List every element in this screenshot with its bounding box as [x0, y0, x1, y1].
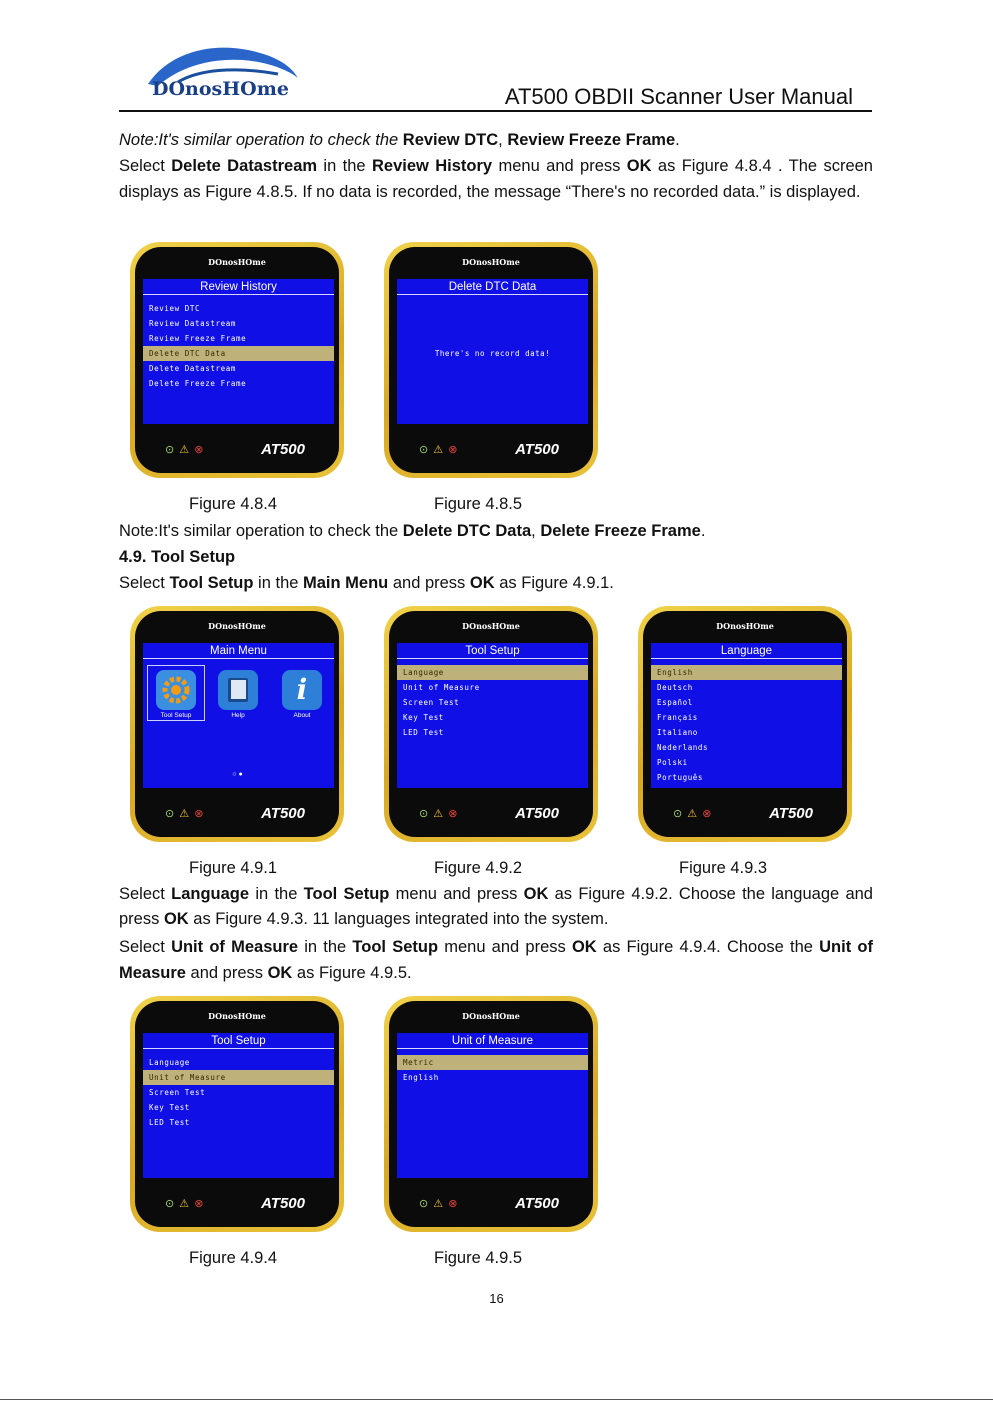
device-figure-4-8-4 — [130, 242, 344, 478]
check-circle-icon: ⊙ — [165, 444, 176, 456]
device-brand: DOnosHOme — [716, 621, 774, 631]
screen-title: Language — [651, 644, 842, 659]
menu-item[interactable]: Delete Freeze Frame — [149, 379, 247, 388]
device-model: AT500 — [261, 441, 305, 458]
menu-item[interactable]: LED Test — [149, 1118, 190, 1127]
screen-title: Delete DTC Data — [397, 280, 588, 295]
menu-item-selected[interactable]: Metric — [397, 1055, 588, 1070]
figure-caption: Figure 4.9.3 — [679, 859, 768, 877]
menu-item[interactable]: Nederlands — [657, 743, 709, 752]
menu-item[interactable]: Polski — [657, 758, 688, 767]
menu-item[interactable]: Unit of Measure — [403, 683, 480, 692]
status-icons — [419, 443, 458, 456]
check-circle-icon: ⊙ — [165, 808, 176, 820]
device-figure-4-9-3 — [638, 606, 852, 842]
device-brand: DOnosHOme — [462, 621, 520, 631]
note-paragraph-2: Note:It's similar operation to check the Delete DTC Data, Delete Freeze Frame. — [119, 522, 706, 540]
page-number: 16 — [489, 1291, 504, 1306]
warning-triangle-icon: ⚠ — [179, 444, 191, 456]
warning-triangle-icon: ⚠ — [179, 808, 191, 820]
screen-title: Tool Setup — [397, 644, 588, 659]
instruction-paragraph-3: Select Language in the Tool Setup menu and press OK as Figure 4.9.2. Choose the language and press OK as Figure 4.9.3. 11 languages integrated into the system. — [119, 885, 873, 928]
screen-unit-of-measure — [397, 1033, 588, 1178]
menu-item[interactable]: Français — [657, 713, 698, 722]
instruction-paragraph-1: Select Delete Datastream in the Review History menu and press OK as Figure 4.8.4 . The screen displays as Figure 4.8.5. If no data is recorded, the message “There's no recorded data.” is displayed. — [119, 157, 873, 201]
menu-item[interactable]: Screen Test — [403, 698, 460, 707]
device-model: AT500 — [515, 441, 559, 458]
error-circle-icon: ⊗ — [702, 808, 713, 820]
menu-item[interactable]: Deutsch — [657, 683, 693, 692]
error-circle-icon: ⊗ — [448, 1198, 459, 1210]
error-circle-icon: ⊗ — [448, 444, 459, 456]
screen-review-history — [143, 279, 334, 424]
section-heading: 4.9. Tool Setup — [119, 548, 236, 566]
warning-triangle-icon: ⚠ — [433, 1198, 445, 1210]
menu-item[interactable]: Language — [149, 1058, 190, 1067]
check-circle-icon: ⊙ — [419, 1198, 430, 1210]
device-brand: DOnosHOme — [208, 1011, 266, 1021]
info-icon: i — [282, 670, 322, 710]
status-icons — [165, 443, 204, 456]
device-model: AT500 — [261, 1195, 305, 1212]
device-model: AT500 — [515, 1195, 559, 1212]
warning-triangle-icon: ⚠ — [179, 1198, 191, 1210]
menu-item[interactable]: Español — [657, 698, 693, 707]
device-brand: DOnosHOme — [208, 621, 266, 631]
screen-delete-dtc — [397, 279, 588, 424]
screen-title: Tool Setup — [143, 1034, 334, 1049]
device-figure-4-9-1 — [130, 606, 344, 842]
device-model: AT500 — [261, 805, 305, 822]
device-figure-4-8-5 — [384, 242, 598, 478]
menu-item[interactable]: Review DTC — [149, 304, 201, 313]
main-menu-tool-setup[interactable]: Tool Setup — [147, 665, 205, 721]
menu-item[interactable]: Key Test — [149, 1103, 190, 1112]
page-bottom-divider — [0, 1399, 993, 1400]
device-model: AT500 — [769, 805, 813, 822]
warning-triangle-icon: ⚠ — [687, 808, 699, 820]
check-circle-icon: ⊙ — [419, 808, 430, 820]
note-paragraph-1: Note:It's similar operation to check the Review DTC, Review Freeze Frame. — [119, 131, 680, 149]
device-brand: DOnosHOme — [462, 1011, 520, 1021]
logo-text: DOnosHOme — [152, 78, 289, 100]
menu-item[interactable]: Review Datastream — [149, 319, 236, 328]
instruction-paragraph-4: Select Unit of Measure in the Tool Setup menu and press OK as Figure 4.9.4. Choose the Unit of Measure and press OK as Figure 4.9.5. — [119, 938, 873, 982]
menu-item[interactable]: Delete Datastream — [149, 364, 236, 373]
page-indicator: ○● — [232, 771, 245, 778]
screen-language — [651, 643, 842, 788]
error-circle-icon: ⊗ — [194, 808, 205, 820]
error-circle-icon: ⊗ — [448, 808, 459, 820]
screen-title: Unit of Measure — [397, 1034, 588, 1049]
screen-title: Review History — [143, 280, 334, 295]
figure-caption: Figure 4.8.5 — [434, 495, 523, 513]
check-circle-icon: ⊙ — [673, 808, 684, 820]
menu-item[interactable]: Review Freeze Frame — [149, 334, 247, 343]
screen-main-menu — [143, 643, 334, 788]
screen-tool-setup — [397, 643, 588, 788]
gear-icon — [156, 670, 196, 710]
device-figure-4-9-4 — [130, 996, 344, 1232]
figure-caption: Figure 4.9.4 — [189, 1249, 278, 1267]
instruction-paragraph-2: Select Tool Setup in the Main Menu and press OK as Figure 4.9.1. — [119, 574, 614, 592]
screen-tool-setup-unit — [143, 1033, 334, 1178]
menu-item-selected[interactable]: English — [651, 665, 842, 680]
figure-caption: Figure 4.8.4 — [189, 495, 278, 513]
status-icons — [419, 1197, 458, 1210]
check-circle-icon: ⊙ — [165, 1198, 176, 1210]
device-brand: DOnosHOme — [208, 257, 266, 267]
device-figure-4-9-5 — [384, 996, 598, 1232]
menu-item-selected[interactable]: Language — [397, 665, 588, 680]
header-divider — [119, 110, 872, 112]
menu-item[interactable]: LED Test — [403, 728, 444, 737]
menu-item-selected[interactable]: Delete DTC Data — [143, 346, 334, 361]
menu-item-selected[interactable]: Unit of Measure — [143, 1070, 334, 1085]
status-icons — [673, 807, 712, 820]
document-title: AT500 OBDII Scanner User Manual — [504, 84, 853, 109]
status-icons — [419, 807, 458, 820]
device-brand: DOnosHOme — [462, 257, 520, 267]
status-icons — [165, 807, 204, 820]
menu-item[interactable]: Key Test — [403, 713, 444, 722]
main-menu-about[interactable]: i About — [274, 665, 330, 719]
device-model: AT500 — [515, 805, 559, 822]
figure-caption: Figure 4.9.2 — [434, 859, 523, 877]
menu-item[interactable]: English — [403, 1073, 439, 1082]
screen-title: Main Menu — [143, 644, 334, 659]
menu-item[interactable]: Italiano — [657, 728, 698, 737]
error-circle-icon: ⊗ — [194, 1198, 205, 1210]
warning-triangle-icon: ⚠ — [433, 808, 445, 820]
check-circle-icon: ⊙ — [419, 444, 430, 456]
error-circle-icon: ⊗ — [194, 444, 205, 456]
status-icons — [165, 1197, 204, 1210]
no-record-message: There's no record data! — [434, 349, 551, 358]
warning-triangle-icon: ⚠ — [433, 444, 445, 456]
device-figure-4-9-2 — [384, 606, 598, 842]
figure-caption: Figure 4.9.1 — [189, 859, 278, 877]
brand-logo — [138, 40, 308, 106]
menu-item[interactable]: Português — [657, 773, 704, 782]
menu-item[interactable]: Screen Test — [149, 1088, 206, 1097]
main-menu-help[interactable]: Help — [210, 665, 266, 719]
figure-caption: Figure 4.9.5 — [434, 1249, 523, 1267]
book-icon — [218, 670, 258, 710]
